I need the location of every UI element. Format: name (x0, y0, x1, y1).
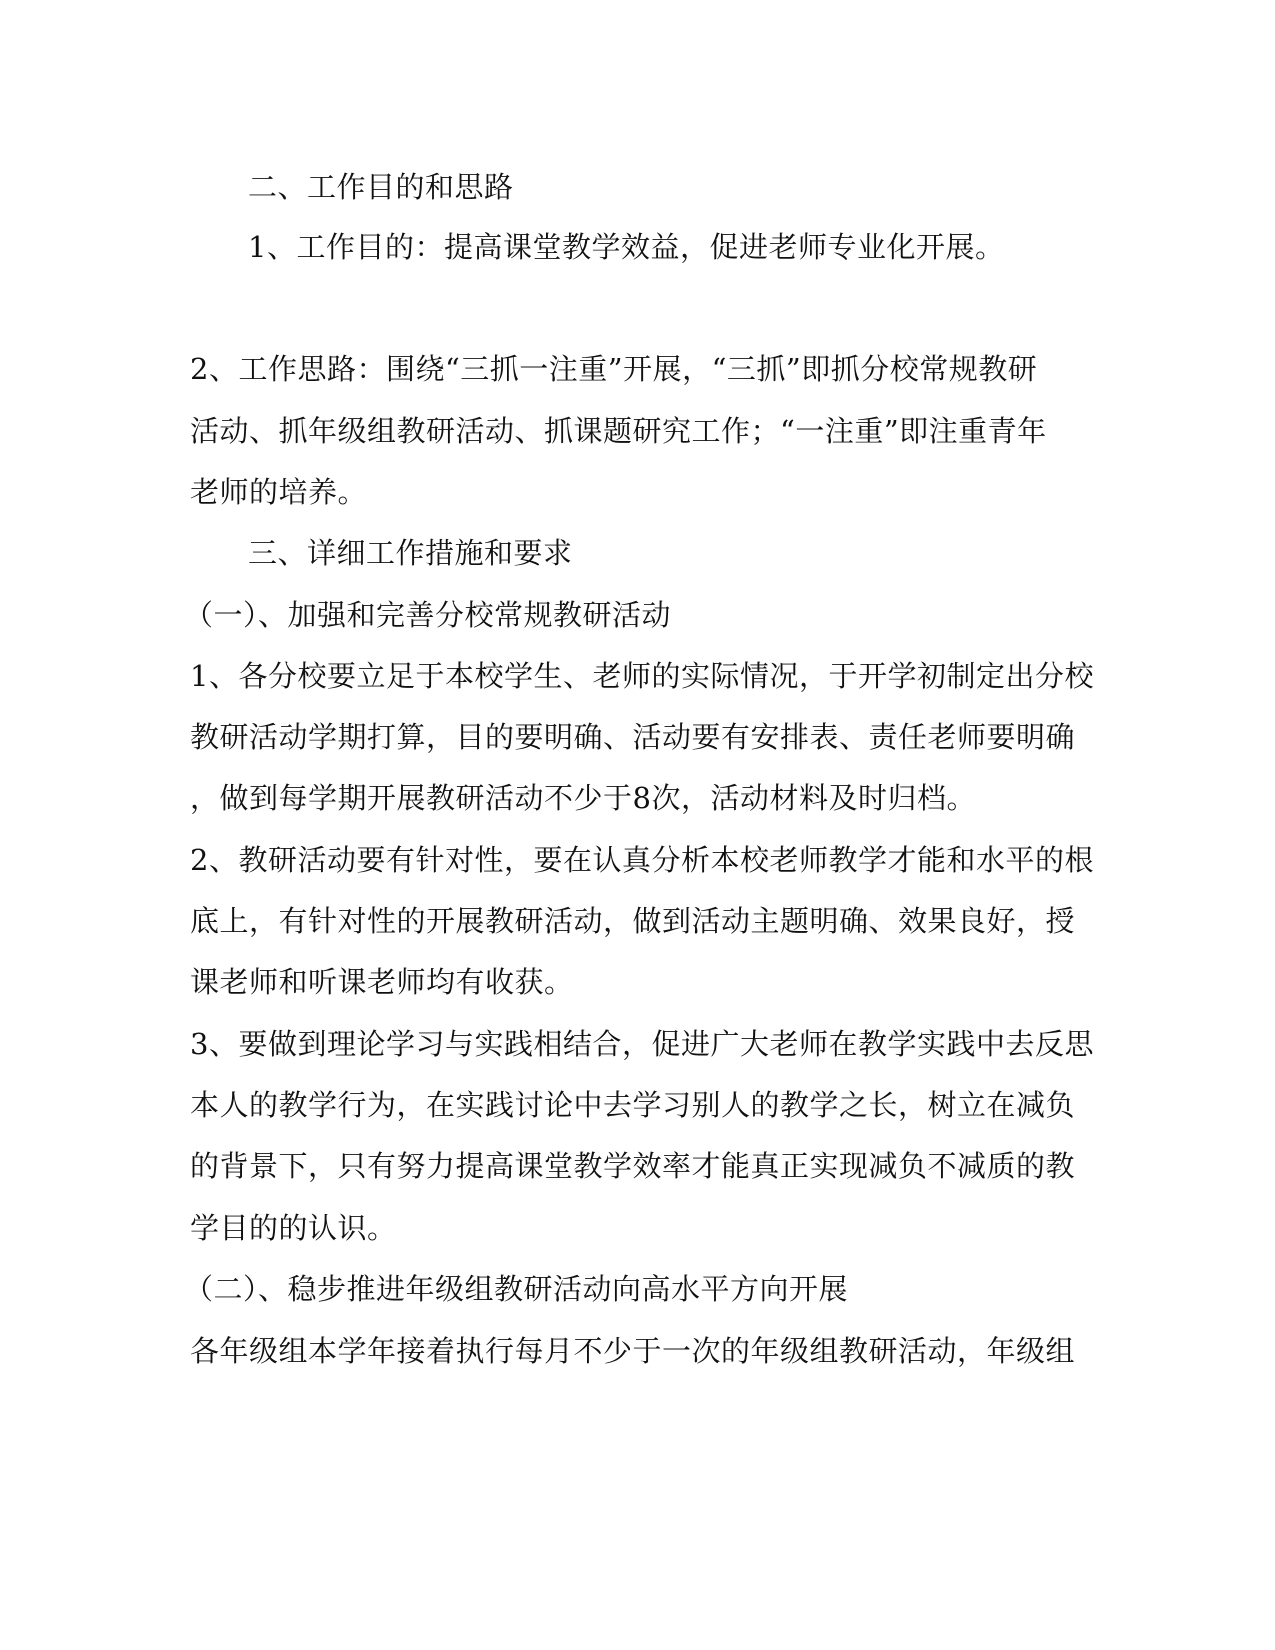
paragraph-line: 1、工作目的：提高课堂教学效益，促进老师专业化开展。 (248, 230, 1005, 264)
subsection-heading-2: （二）、稳步推进年级组教研活动向高水平方向开展 (184, 1272, 849, 1306)
paragraph-line: 3、要做到理论学习与实践相结合，促进广大老师在教学实践中去反思 (190, 1027, 1094, 1061)
section-heading-goals: 二、工作目的和思路 (248, 170, 514, 204)
paragraph-line: 活动、抓年级组教研活动、抓课题研究工作；“一注重”即注重青年 (190, 414, 1047, 448)
paragraph-line: 本人的教学行为，在实践讨论中去学习别人的教学之长，树立在减负 (190, 1088, 1076, 1122)
paragraph-line: 各年级组本学年接着执行每月不少于一次的年级组教研活动，年级组 (190, 1334, 1076, 1368)
paragraph-line: 课老师和听课老师均有收获。 (190, 965, 574, 999)
subsection-heading-1: （一）、加强和完善分校常规教研活动 (184, 598, 672, 632)
paragraph-line: 2、工作思路：围绕“三抓一注重”开展，“三抓”即抓分校常规教研 (190, 352, 1038, 386)
section-heading-measures: 三、详细工作措施和要求 (248, 536, 573, 570)
paragraph-line: 2、教研活动要有针对性，要在认真分析本校老师教学才能和水平的根 (190, 843, 1094, 877)
paragraph-line: 教研活动学期打算，目的要明确、活动要有安排表、责任老师要明确 (190, 720, 1076, 754)
paragraph-line: 底上，有针对性的开展教研活动，做到活动主题明确、效果良好，授 (190, 904, 1076, 938)
paragraph-line: 学目的的认识。 (190, 1211, 397, 1245)
paragraph-line: ，做到每学期开展教研活动不少于8次，活动材料及时归档。 (190, 781, 976, 815)
paragraph-line: 的背景下，只有努力提高课堂教学效率才能真正实现减负不减质的教 (190, 1149, 1076, 1183)
paragraph-line: 1、各分校要立足于本校学生、老师的实际情况，于开学初制定出分校 (190, 659, 1094, 693)
paragraph-line: 老师的培养。 (190, 475, 368, 509)
